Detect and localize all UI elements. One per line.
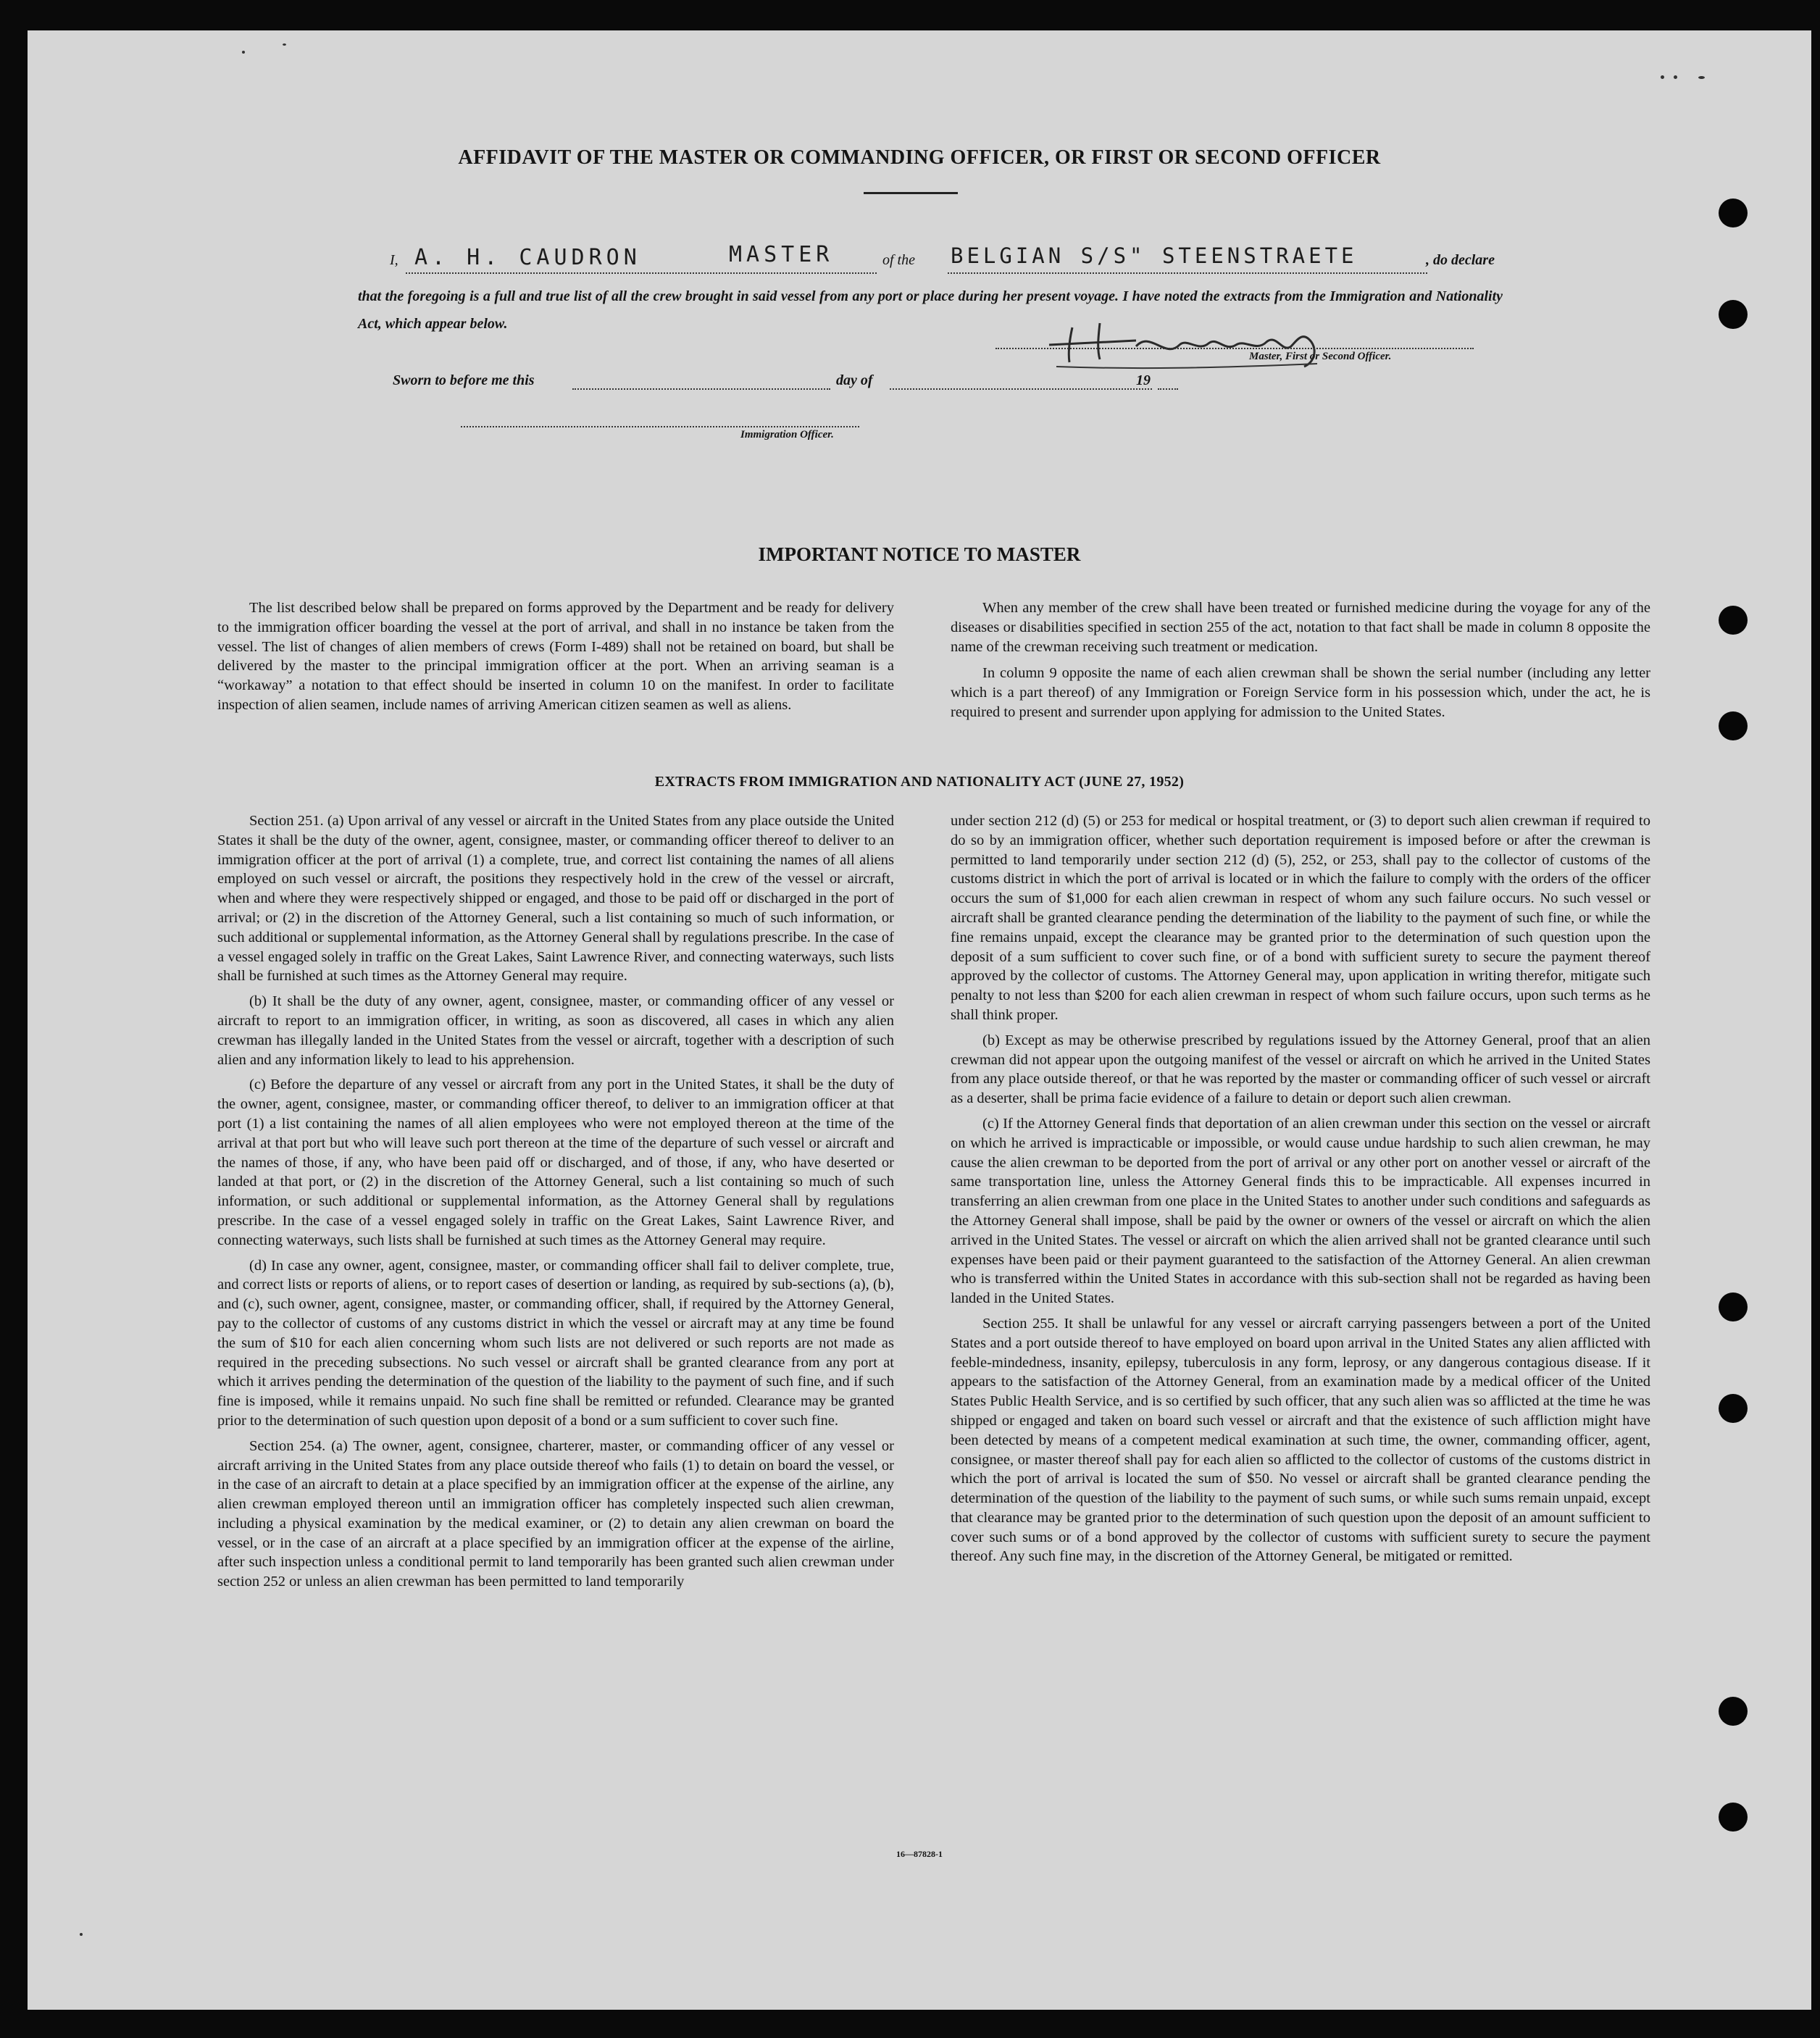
name-handwritten: A. H. CAUDRON: [414, 245, 641, 270]
notice-title: IMPORTANT NOTICE TO MASTER: [758, 543, 1081, 565]
extract-paragraph: Section 251. (a) Upon arrival of any vessel or aircraft in the United States from any place outside the United States it shall be the duty of the owner, agent, consignee, master, or commanding officer thereof to deliver to an immigration officer at the port of arrival (1) a complete, true, and correct list containing the names of all aliens employed on such vessel or aircraft, the positions they respectively hold in the crew of the vessel or aircraft, when and where they were respectively shipped or engaged, and those to be paid off or discharged in the port of arrival; or (2) in the discretion of the Attorney General, such a list containing so much of such information, or such additional or supplemental information, as the Attorney General shall by regulations prescribe. In the case of a vessel engaged solely in traffic on the Great Lakes, Saint Lawrence River, and connecting waterways, such lists shall be furnished at such times as the Attorney General may require.: [217, 813, 894, 985]
speck: [283, 43, 286, 46]
punch-hole: [1719, 711, 1748, 740]
declare-label: , do declare: [1426, 252, 1495, 268]
extracts-right-column: [951, 811, 1650, 1572]
sworn-day-line: [572, 388, 830, 390]
sworn-month-line: [890, 388, 1152, 390]
signature-label: Master, First or Second Officer.: [1249, 351, 1392, 362]
punch-hole: [1719, 1697, 1748, 1726]
punch-hole: [1719, 1394, 1748, 1423]
speck: [80, 1933, 83, 1936]
extracts-title: EXTRACTS FROM IMMIGRATION AND NATIONALITY ACT (JUNE 27, 1952): [654, 774, 1185, 790]
officer-label: Immigration Officer.: [740, 429, 834, 440]
notice-paragraph: When any member of the crew shall have been treated or furnished medicine during the voyage for any of the diseases or disabilities specified in section 255 of the act, notation to that fact shall be made in column 8 opposite the name of the crewman receiving such treatment or medication.: [951, 600, 1650, 655]
sworn-year-line: [1158, 388, 1178, 390]
punch-hole: [1719, 300, 1748, 329]
declaration-text: that the foregoing is a full and true list of all the crew brought in said vessel from any port or place during her present voyage. I have noted the extracts from the Immigration and Nationality Act, which appear below.: [358, 288, 1503, 332]
vessel-line: [948, 272, 1427, 274]
extracts-left-column: [217, 811, 894, 1598]
notice-paragraph: In column 9 opposite the name of each alien crewman shall be shown the serial number (including any letter which is a part thereof) of any Immigration or Foreign Service form in his possession which, under the act, he is required to present and surrender upon applying for admission to the United States.: [951, 665, 1650, 720]
name-line: [406, 272, 877, 274]
extract-paragraph: (c) Before the departure of any vessel or aircraft from any port in the United States, it shall be the duty of the owner, agent, consignee, master, or commanding officer thereof, to deliver to an immigration officer at that port (1) a list containing the names of all alien employees who were not employed thereon at the time of the arrival at that port but who will leave such port thereon at the time of the departure of such vessel or aircraft and the names of those, if any, who have been paid off or discharged, and of those, if any, who have deserted or landed at that port, or (2) in the discretion of the Attorney General, such a list containing so much of such information, or such additional or supplemental information, as the Attorney General shall by regulations prescribe. In the case of a vessel engaged solely in traffic on the Great Lakes, Saint Lawrence River, and connecting waterways, such lists shall be furnished at such times as the Attorney General may require.: [217, 1077, 894, 1248]
extract-paragraph: (c) If the Attorney General finds that deportation of an alien crewman under this section on the vessel or aircraft on which he arrived is impracticable or impossible, or would cause undue hardship to such alien crewman, he may cause the alien crewman to be deported from the port of arrival or any other port on another vessel or aircraft of the same transportation line, unless the Attorney General finds this to be impracticable. All expenses incurred in transferring an alien crewman from one place in the United States to another under such conditions and safeguards as the Attorney General shall impose, shall be paid by the owner or owners of the vessel or aircraft on which the alien arrived in the United States. The vessel or aircraft on which the alien arrived shall not be granted clearance until such expenses have been paid or their payment guaranteed to the satisfaction of the Attorney General. An alien crewman who is transferred within the United States in accordance with this sub-section shall not be regarded as having been landed in the United States.: [951, 1115, 1650, 1307]
signature-line: [995, 348, 1474, 349]
officer-line: [461, 426, 859, 427]
extract-paragraph: Section 255. It shall be unlawful for any vessel or aircraft carrying passengers between a port of the United States and a port outside thereof to have employed on board upon arrival in the United States any alien afflicted with feeble-mindedness, insanity, epilepsy, tuberculosis in any form, leprosy, or any dangerous contagious disease. If it appears to the satisfaction of the Attorney General, from an examination made by a medical officer of the United States Public Health Service, and is so certified by such officer, that any such alien was so afflicted at the time he was shipped or engaged and taken on board such vessel or aircraft and that the existence of such affliction might have been detected by means of a competent medical examination at such time, the owner, commanding officer, agent, consignee, or master thereof shall pay for each alien so afflicted to the collector of customs of the customs district in which the port of arrival is located the sum of $50. No vessel or aircraft shall be granted clearance pending the determination of the question of the liability to the payment of such sums, or while such sums remain unpaid, except that clearance may be granted prior to the determination of such question upon the deposit of an amount sufficient to cover such sums or of a bond approved by the collector of customs with sufficient surety to secure the payment thereof. Any such fine may, in the discretion of the Attorney General, be mitigated or remitted.: [951, 1315, 1650, 1565]
speck: [1674, 75, 1677, 79]
notice-left-column: [217, 598, 894, 722]
extract-paragraph: (d) In case any owner, agent, consignee, master, or commanding officer shall fail to deliver complete, true, and correct lists or reports of aliens, or to report cases of desertion or landing, as required by sub-sections (a), (b), and (c), such owner, agent, consignee, master, or commanding officer, shall, if required by the Attorney General, pay to the collector of customs of any customs district in which the vessel or aircraft may at any time be found the sum of $10 for each alien concerning whom such lists are not delivered or such reports are not made as required in the preceding subsections. No such vessel or aircraft shall be granted clearance from any port at which it arrives pending the determination of the question of the liability to the payment of such fine, and if such fine is imposed, while it remains unpaid. No such fine shall be remitted or refunded. Clearance may be granted prior to the determination of such question upon deposit of a bond or a sum sufficient to cover such fine.: [217, 1257, 894, 1429]
of-the-label: of the: [882, 252, 915, 268]
punch-hole: [1719, 1803, 1748, 1832]
day-label: day of: [836, 372, 873, 388]
year-label: 19: [1136, 372, 1151, 388]
speck: [1661, 75, 1664, 79]
extract-paragraph: (b) It shall be the duty of any owner, agent, consignee, master, or commanding officer of any vessel or aircraft to report to an immigration officer, in writing, as soon as discovered, all cases in which any alien crewman has illegally landed in the United States from the vessel or aircraft, together with a description of such alien and any information likely to lead to his apprehension.: [217, 993, 894, 1068]
affidavit-title: AFFIDAVIT OF THE MASTER OR COMMANDING OFFICER, OR FIRST OR SECOND OFFICER: [458, 146, 1381, 169]
extract-paragraph: (b) Except as may be otherwise prescribed by regulations issued by the Attorney General, proof that an alien crewman did not appear upon the outgoing manifest of the vessel or aircraft on which he arrived in the United States from any place outside thereof, or that he was reported by the master or commanding officer of such vessel or aircraft as a deserter, shall be prima facie evidence of a failure to detain or deport such alien crewman.: [951, 1032, 1650, 1107]
punch-hole: [1719, 199, 1748, 227]
notice-paragraph: The list described below shall be prepared on forms approved by the Department and be ready for delivery to the immigration officer boarding the vessel at the port of arrival, and shall in no instance be taken from the vessel. The list of changes of alien members of crews (Form I-489) shall not be retained on board, but shall be delivered by the master to the principal immigration officer at the port. When an arriving seaman is a “workaway” a notation to that effect should be inserted in column 10 on the manifest. In order to facilitate inspection of alien seamen, include names of arriving American citizen seamen as well as aliens.: [217, 600, 894, 713]
extract-paragraph: under section 212 (d) (5) or 253 for medical or hospital treatment, or (3) to deport such alien crewman if required to do so by an immigration officer, whether such deportation requirement is imposed before or after the crewman is permitted to land temporarily under section 212 (d) (5), 252, or 253, shall pay to the collector of customs of the customs district in which the port of arrival is located or in which the failure to comply with the orders of the officer occurs the sum of $1,000 for each alien crewman in respect of whom any such failure occurs. No such vessel or aircraft shall be granted clearance pending the determination of the liability to the payment of such fine, or while the fine remains unpaid, except the clearance may be granted prior to the determination of such question upon the deposit of a sum sufficient to cover such fine, or of a bond with sufficient surety to secure the payment thereof approved by the collector of customs. The Attorney General may, upon application in writing therefor, mitigate such penalty to not less than $200 for each alien crewman in respect of whom such failure occurs, upon such terms as he shall think proper.: [951, 813, 1650, 1023]
extract-paragraph: Section 254. (a) The owner, agent, consignee, charterer, master, or commanding officer of any vessel or aircraft arriving in the United States from any place outside thereof who fails (1) to detain on board the vessel, or in the case of an aircraft to detain at a place specified by an immigration officer at the expense of the airline, any alien crewman employed thereon until an immigration officer has completely inspected such alien crewman, including a physical examination by the medical examiner, or (2) to detain any alien crewman on board the vessel, or in the case of an aircraft at a place specified by an immigration officer at the expense of the airline, after such inspection unless a conditional permit to land temporarily has been granted such alien crewman under section 252 or unless an alien crewman has been permitted to land temporarily: [217, 1437, 894, 1590]
document-page: [28, 30, 1811, 2010]
rank-handwritten: MASTER: [729, 242, 834, 267]
punch-hole: [1719, 1292, 1748, 1321]
speck: [242, 51, 245, 54]
sworn-label: Sworn to before me this: [393, 372, 535, 388]
title-rule: [864, 192, 958, 194]
handwritten-signature: [1027, 309, 1339, 374]
form-number: 16—87828-1: [896, 1849, 943, 1859]
punch-hole: [1719, 606, 1748, 635]
vessel-handwritten: BELGIAN S/S" STEENSTRAETE: [951, 243, 1358, 268]
i-label: I,: [390, 252, 398, 268]
speck: [1698, 76, 1705, 79]
notice-right-column: [951, 598, 1650, 730]
